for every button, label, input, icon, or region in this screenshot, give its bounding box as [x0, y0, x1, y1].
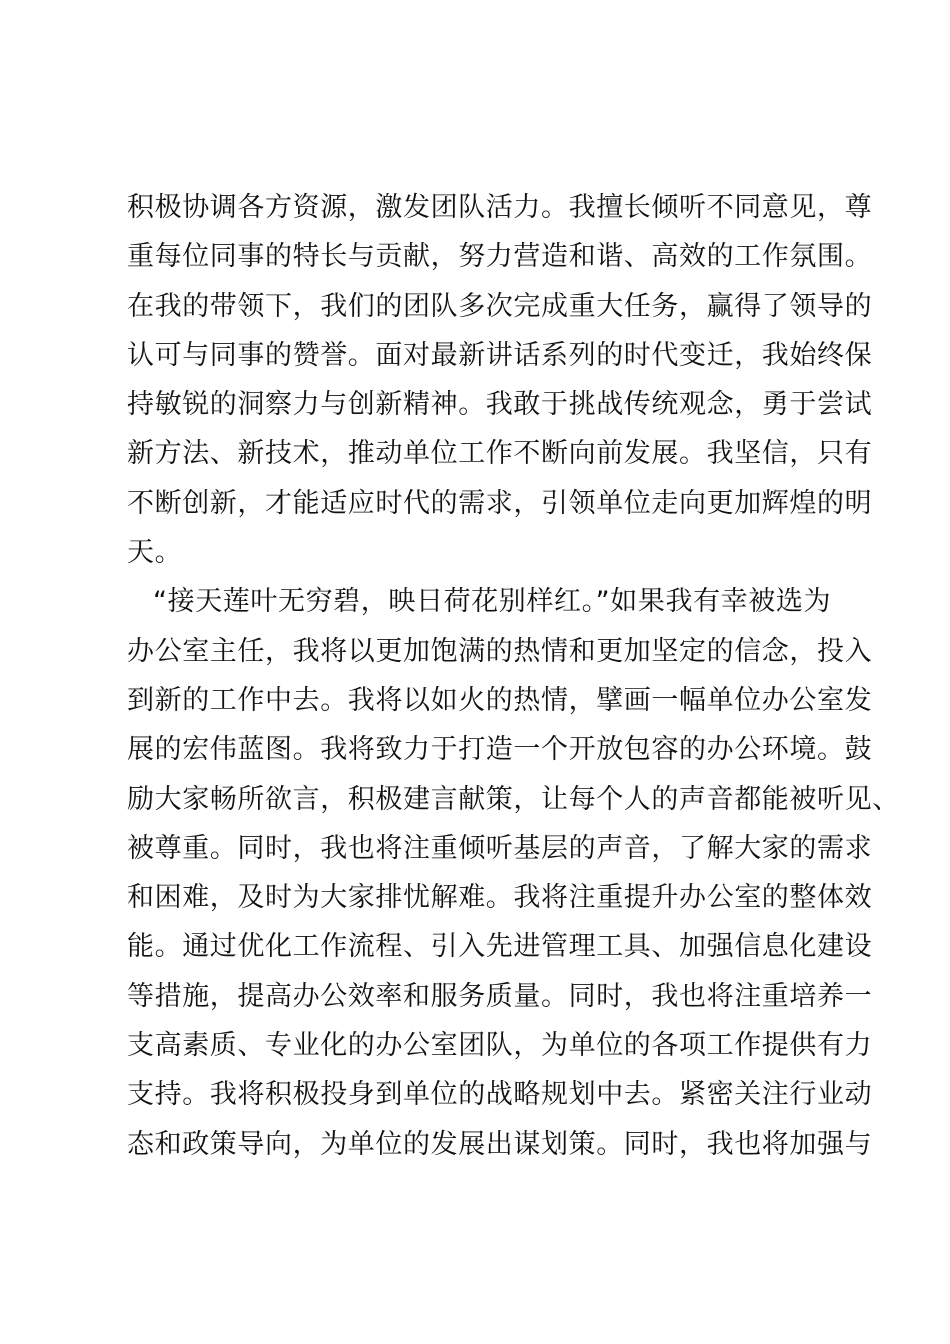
text-line: 励大家畅所欲言，积极建言献策，让每个人的声音都能被听见、: [127, 783, 900, 815]
text-line: 支持。我将积极投身到单位的战略规划中去。紧密关注行业动: [127, 1079, 873, 1111]
text-line: 持敏锐的洞察力与创新精神。我敢于挑战传统观念，勇于尝试: [127, 389, 873, 421]
text-line: 到新的工作中去。我将以如火的热情，擘画一幅单位办公室发: [127, 684, 873, 716]
text-line: 新方法、新技术，推动单位工作不断向前发展。我坚信，只有: [127, 438, 873, 470]
text-line: 认可与同事的赞誉。面对最新讲话系列的时代变迁，我始终保: [127, 339, 873, 371]
text-line: 和困难，及时为大家排忧解难。我将注重提升办公室的整体效: [127, 882, 873, 914]
text-line: 态和政策导向，为单位的发展出谋划策。同时，我也将加强与: [127, 1128, 873, 1160]
paragraph-start-line: “接天莲叶无穷碧，映日荷花别样红。”如果我有幸被选为: [153, 586, 832, 618]
text-line: 在我的带领下，我们的团队多次完成重大任务，赢得了领导的: [127, 290, 873, 322]
text-line: 重每位同事的特长与贡献，努力营造和谐、高效的工作氛围。: [127, 241, 873, 273]
text-line: 被尊重。同时，我也将注重倾听基层的声音，了解大家的需求: [127, 832, 873, 864]
text-line: 积极协调各方资源，激发团队活力。我擅长倾听不同意见，尊: [127, 192, 873, 223]
text-line: 办公室主任，我将以更加饱满的热情和更加坚定的信念，投入: [127, 635, 873, 667]
text-line: 能。通过优化工作流程、引入先进管理工具、加强信息化建设: [127, 931, 873, 963]
text-line: 不断创新，才能适应时代的需求，引领单位走向更加辉煌的明: [127, 487, 873, 519]
body-text: [127, 183, 900, 1169]
text-line: 天。: [127, 537, 183, 569]
text-line: 等措施，提高办公效率和服务质量。同时，我也将注重培养一: [127, 980, 873, 1012]
text-line: 展的宏伟蓝图。我将致力于打造一个开放包容的办公环境。鼓: [127, 734, 873, 766]
text-line: 支高素质、专业化的办公室团队，为单位的各项工作提供有力: [127, 1030, 873, 1062]
